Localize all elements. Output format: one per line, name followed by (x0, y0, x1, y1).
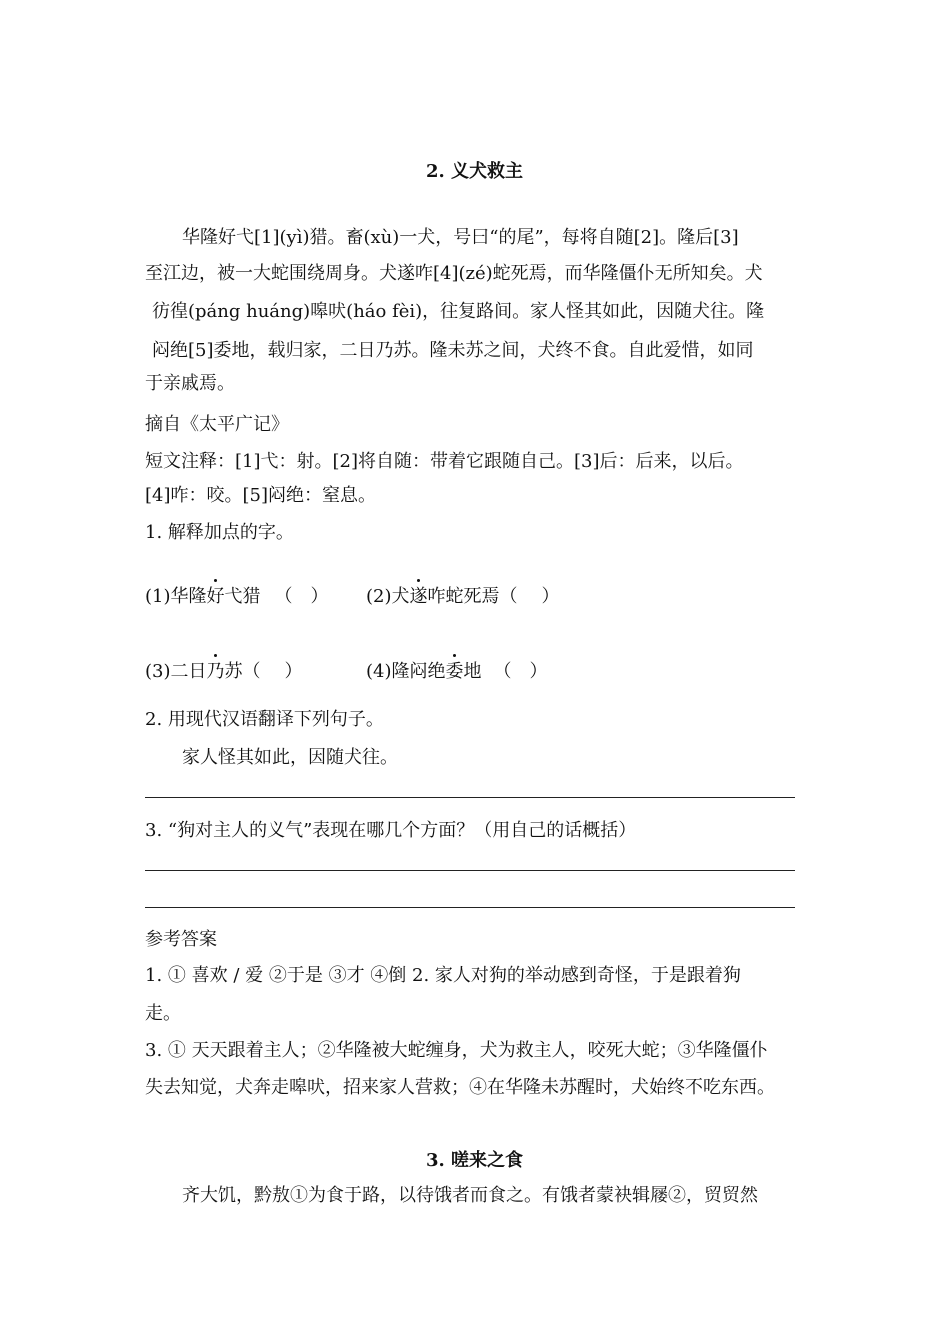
passage-line: 彷徨(páng huáng)嗥吠(háo fèi)，往复路间。家人怪其如此，因随犬往。隆 (152, 301, 765, 322)
answer-blank[interactable]: ） (284, 661, 303, 682)
answer-line[interactable] (145, 870, 795, 871)
emphasis-dot-char: 好 (206, 586, 225, 607)
question-item: (4)隆闷绝委地 （ ） (366, 661, 548, 682)
translation-sentence: 家人怪其如此，因随犬往。 (182, 747, 398, 768)
answer-line-text: 失去知觉，犬奔走嗥吠，招来家人营救；④在华隆未苏醒时，犬始终不吃东西。 (145, 1077, 775, 1098)
passage-line: 齐大饥，黔敖①为食于路，以待饿者而食之。有饿者蒙袂辑屦②，贸贸然 (182, 1185, 758, 1206)
source-citation: 摘自《太平广记》 (145, 414, 289, 435)
answer-line[interactable] (145, 907, 795, 908)
question-item: (2)犬遂咋蛇死焉（ ） (366, 586, 560, 607)
question-item: (1)华隆好弋猎 （ ） (145, 586, 329, 607)
answer-line[interactable] (145, 797, 795, 798)
answer-line-text: 1. ① 喜欢 / 爱 ②于是 ③才 ④倒 2. 家人对狗的举动感到奇怪，于是跟着狗 (145, 965, 741, 986)
answer-line-text: 走。 (145, 1003, 181, 1024)
answer-blank[interactable]: ） (310, 586, 329, 607)
passage-line: 于亲戚焉。 (145, 373, 235, 394)
emphasis-dot-char: 委 (445, 661, 464, 682)
section-title: 2. 义犬救主 (426, 161, 524, 182)
annotation-line: 短文注释：[1]弋：射。[2]将自随：带着它跟随自己。[3]后：后来，以后。 (145, 451, 744, 472)
answer-blank[interactable]: ） (541, 586, 560, 607)
emphasis-dot-char: 遂 (409, 586, 428, 607)
section-title: 3. 嗟来之食 (426, 1150, 524, 1171)
answer-heading: 参考答案 (145, 929, 217, 950)
emphasis-dot-char: 乃 (206, 661, 225, 682)
answer-blank[interactable]: ） (529, 661, 548, 682)
passage-line: 闷绝[5]委地，载归家，二日乃苏。隆未苏之间，犬终不食。自此爱惜，如同 (152, 340, 754, 361)
passage-line: 至江边，被一大蛇围绕周身。犬遂咋[4](zé)蛇死焉，而华隆僵仆无所知矣。犬 (145, 263, 763, 284)
answer-line-text: 3. ① 天天跟着主人；②华隆被大蛇缠身，犬为救主人，咬死大蛇；③华隆僵仆 (145, 1040, 768, 1061)
question-prompt: 3. “狗对主人的义气”表现在哪几个方面？（用自己的话概括） (145, 820, 637, 841)
question-prompt: 1. 解释加点的字。 (145, 522, 294, 543)
passage-line: 华隆好弋[1](yì)猎。畜(xù)一犬，号曰“的尾”，每将自随[2]。隆后[3] (182, 227, 739, 248)
question-prompt: 2. 用现代汉语翻译下列句子。 (145, 709, 384, 730)
question-item: (3)二日乃苏（ ） (145, 661, 303, 682)
annotation-line: [4]咋：咬。[5]闷绝：窒息。 (145, 485, 376, 506)
